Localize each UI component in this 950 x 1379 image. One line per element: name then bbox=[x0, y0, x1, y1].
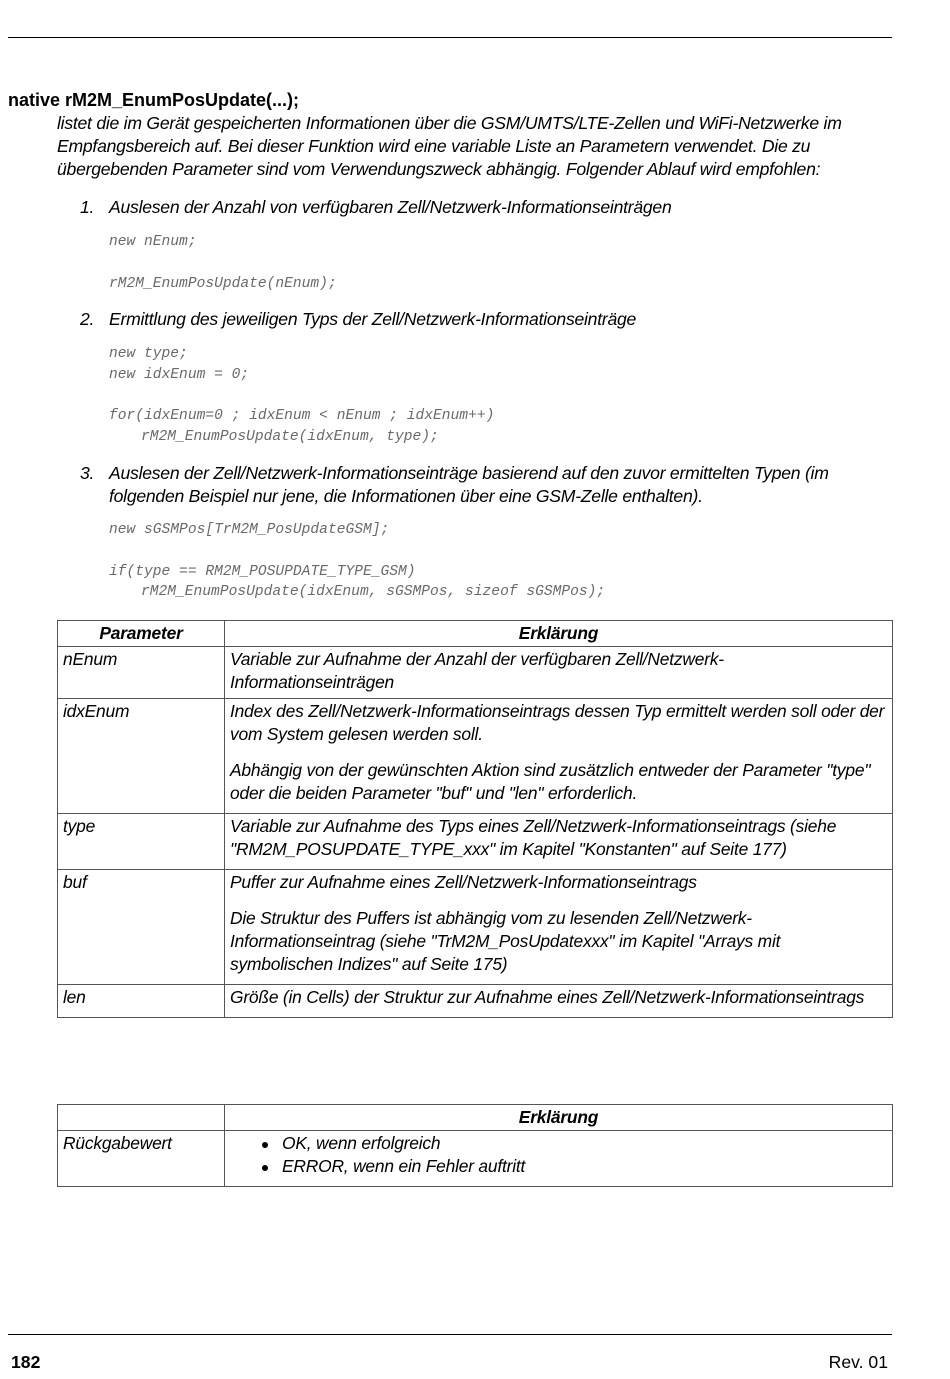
return-list bbox=[230, 1132, 887, 1178]
param-name: idxEnum bbox=[58, 699, 225, 814]
code-line: new nEnum; bbox=[109, 234, 197, 250]
table-row bbox=[58, 870, 893, 985]
table-row bbox=[58, 1131, 893, 1187]
param-name: buf bbox=[58, 870, 225, 985]
code-line: new type; bbox=[109, 346, 188, 362]
code-line bbox=[109, 541, 605, 562]
list-item-text: OK, wenn erfolgreich bbox=[282, 1133, 441, 1153]
table-header-row bbox=[58, 621, 893, 647]
step-number: 3. bbox=[80, 463, 95, 483]
table-row bbox=[58, 814, 893, 870]
bullet-icon bbox=[262, 1142, 268, 1148]
code-line: rM2M_EnumPosUpdate(idxEnum, sGSMPos, sizeof sGSMPos); bbox=[141, 584, 606, 601]
code-line: if(type == RM2M_POSUPDATE_TYPE_GSM) bbox=[109, 563, 416, 580]
code-line: rM2M_EnumPosUpdate(nEnum); bbox=[109, 275, 337, 292]
footer-rule bbox=[8, 1334, 892, 1335]
page-number: 182 bbox=[11, 1352, 41, 1372]
code-line: new sGSMPos[TrM2M_PosUpdateGSM]; bbox=[109, 522, 390, 538]
table-header-row bbox=[58, 1105, 893, 1131]
param-name: len bbox=[58, 985, 225, 1018]
step-number: 2. bbox=[80, 309, 95, 329]
param-description bbox=[225, 647, 893, 699]
step-text: Ermittlung des jeweiligen Typs der Zell/Netzwerk-Informationseinträge bbox=[109, 309, 637, 329]
code-line bbox=[109, 253, 337, 274]
column-header-explanation: Erklärung bbox=[225, 1105, 893, 1131]
table-row bbox=[58, 985, 893, 1018]
return-description bbox=[225, 1131, 893, 1187]
param-name: nEnum bbox=[58, 647, 225, 699]
step-number: 1. bbox=[80, 197, 95, 217]
code-block-1 bbox=[109, 232, 337, 294]
description-paragraph: Abhängig von der gewünschten Aktion sind zusätzlich entweder der Parameter "type" oder die beiden Parameter "buf" und "len" erforderlich. bbox=[230, 760, 871, 803]
code-line: rM2M_EnumPosUpdate(idxEnum, type); bbox=[141, 429, 439, 446]
list-item bbox=[230, 1155, 887, 1178]
description-paragraph: Index des Zell/Netzwerk-Informationseintrags dessen Typ ermittelt werden soll oder der vom System gelesen werden soll. bbox=[230, 701, 885, 744]
description-paragraph: Variable zur Aufnahme des Typs eines Zell/Netzwerk-Informationseintrags (siehe "RM2M_POSUPDATE_TYPE_xxx" im Kapitel "Konstanten" auf Seite 177) bbox=[230, 816, 837, 859]
code-block-3 bbox=[109, 520, 605, 603]
list-item bbox=[230, 1132, 887, 1155]
param-description bbox=[225, 870, 893, 985]
code-block-2 bbox=[109, 344, 494, 448]
step-2 bbox=[80, 308, 900, 331]
code-line: for(idxEnum=0 ; idxEnum < nEnum ; idxEnum++) bbox=[109, 408, 495, 425]
description-paragraph: Variable zur Aufnahme der Anzahl der verfügbaren Zell/Netzwerk-Informationseinträgen bbox=[230, 649, 724, 692]
table-row bbox=[58, 699, 893, 814]
function-title: native rM2M_EnumPosUpdate(...); bbox=[8, 90, 300, 110]
param-description bbox=[225, 814, 893, 870]
step-text: Auslesen der Anzahl von verfügbaren Zell/Netzwerk-Informationseinträgen bbox=[109, 197, 672, 217]
table-row bbox=[58, 647, 893, 699]
function-description: listet die im Gerät gespeicherten Informationen über die GSM/UMTS/LTE-Zellen und WiFi-Netzwerke im Empfangsbereich auf. Bei dieser Funktion wird eine variable Liste an Parametern verwendet. Die zu übergebenden Parameter sind vom Verwendungszweck abhängig. Folgender Ablauf wird empfohlen: bbox=[57, 113, 842, 179]
description-paragraph: Größe (in Cells) der Struktur zur Aufnahme eines Zell/Netzwerk-Informationseintrags bbox=[230, 987, 865, 1007]
description-paragraph: Die Struktur des Puffers ist abhängig vom zu lesenden Zell/Netzwerk-Informationseintrag (siehe "TrM2M_PosUpdatexxx" im Kapitel "Arrays mit symbolischen Indizes" auf Seite 175) bbox=[230, 908, 781, 974]
column-header-parameter: Parameter bbox=[58, 621, 225, 647]
column-header-explanation: Erklärung bbox=[225, 621, 893, 647]
revision-label: Rev. 01 bbox=[828, 1352, 888, 1372]
param-description bbox=[225, 699, 893, 814]
return-label: Rückgabewert bbox=[58, 1131, 225, 1187]
param-name: type bbox=[58, 814, 225, 870]
column-header-empty bbox=[58, 1105, 225, 1131]
description-paragraph: Puffer zur Aufnahme eines Zell/Netzwerk-Informationseintrags bbox=[230, 872, 697, 892]
code-line: new idxEnum = 0; bbox=[109, 366, 250, 383]
code-line bbox=[109, 386, 494, 407]
return-value-table bbox=[57, 1104, 893, 1187]
param-description bbox=[225, 985, 893, 1018]
step-text: Auslesen der Zell/Netzwerk-Informationseinträge basierend auf den zuvor ermittelten Typen (im folgenden Beispiel nur jene, die Informationen über eine GSM-Zelle enthalten). bbox=[109, 463, 829, 506]
list-item-text: ERROR, wenn ein Fehler auftritt bbox=[282, 1156, 526, 1176]
header-rule bbox=[8, 37, 892, 38]
step-3 bbox=[80, 462, 900, 508]
parameter-table bbox=[57, 620, 893, 1018]
step-1 bbox=[80, 196, 900, 219]
bullet-icon bbox=[262, 1165, 268, 1171]
